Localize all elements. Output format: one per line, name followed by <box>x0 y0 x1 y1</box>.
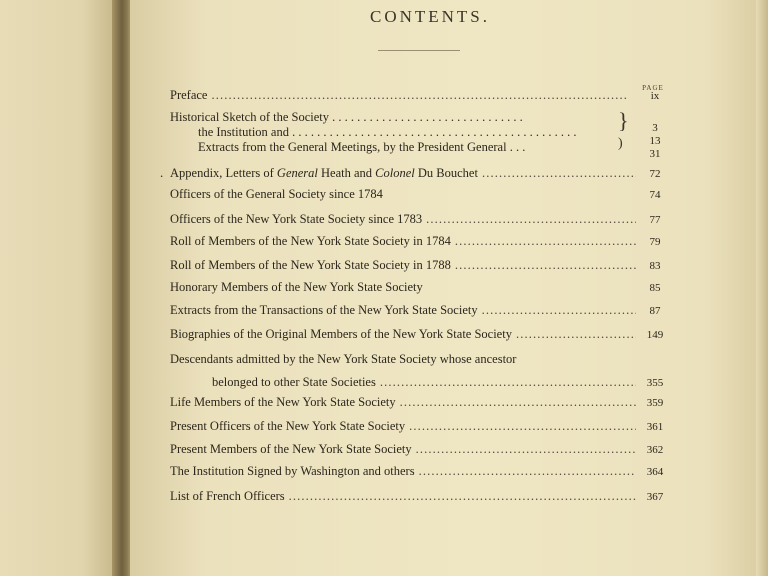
toc-entry-present-officers[interactable] <box>170 419 670 434</box>
entry-label: Appendix, Letters of General Heath and Colonel Du Bouchet <box>170 166 478 180</box>
entry-label: Historical Sketch of the Society <box>170 110 329 124</box>
toc-entry-historical-sketch[interactable] <box>170 110 523 124</box>
entry-label: Extracts from the Transactions of the New York State Society <box>170 303 478 317</box>
toc-entry-extracts-general-meetings[interactable] <box>198 140 525 154</box>
toc-entry-french-officers[interactable] <box>170 489 670 504</box>
entry-page: ix <box>650 90 660 102</box>
table-of-contents <box>160 0 670 576</box>
dot-leader <box>416 442 636 456</box>
dot-leader <box>419 464 636 478</box>
dot-leader: . . . . . . . . . . . . . . . . . . . . . . . . . . . . . . . . . . . . . . . . . . . . . . <box>288 125 577 139</box>
entry-page: 359 <box>646 397 664 409</box>
entry-page: 361 <box>646 421 664 433</box>
right-brace: ) <box>618 136 623 151</box>
entry-page: 149 <box>646 329 664 341</box>
toc-entry-institution-signed[interactable] <box>170 464 670 479</box>
toc-entry-preface[interactable] <box>170 88 670 103</box>
toc-entry-officers-nys[interactable] <box>170 212 670 227</box>
entry-label: Honorary Members of the New York State Society <box>170 280 423 294</box>
entry-label: List of French Officers <box>170 489 285 503</box>
entry-label: Descendants admitted by the New York State Society whose ancestor <box>170 352 517 366</box>
entry-page: 355 <box>646 377 664 389</box>
ink-mark: . <box>160 165 164 180</box>
entry-label: Roll of Members of the New York State Society in 1784 <box>170 234 451 248</box>
entry-label: Biographies of the Original Members of the New York State Society <box>170 327 512 341</box>
toc-entry-appendix[interactable] <box>160 165 670 181</box>
right-brace: } <box>618 108 629 133</box>
entry-page: 362 <box>646 444 664 456</box>
toc-entry-descendants[interactable] <box>170 352 516 366</box>
entry-label: The Institution Signed by Washington and others <box>170 464 415 478</box>
toc-entry-honorary[interactable] <box>170 280 670 295</box>
toc-entry-biographies[interactable] <box>170 327 670 342</box>
toc-entry-transactions[interactable] <box>170 303 670 318</box>
entry-page: 31 <box>649 148 661 160</box>
dot-leader <box>482 303 636 317</box>
entry-page: 85 <box>649 282 661 294</box>
entry-label: Extracts from the General Meetings, by the President General <box>198 140 507 154</box>
entry-label: Preface <box>170 88 208 102</box>
dot-leader <box>455 258 636 272</box>
entry-page: 74 <box>649 189 661 201</box>
entry-page: 87 <box>649 305 661 317</box>
entry-label: the Institution and <box>198 125 289 139</box>
toc-entry-descendants-cont[interactable] <box>212 375 670 390</box>
entry-label: Present Officers of the New York State Society <box>170 419 406 433</box>
toc-entry-roll-1784[interactable] <box>170 234 670 249</box>
dot-leader <box>482 166 636 180</box>
dot-leader: . . . . . . . . . . . . . . . . . . . . . . . . . . . . . . . <box>329 110 523 124</box>
dot-leader <box>211 88 636 102</box>
dot-leader <box>409 419 636 433</box>
dot-leader <box>400 395 636 409</box>
entry-label: Officers of the New York State Society since 1783 <box>170 212 423 226</box>
toc-entry-institution[interactable] <box>198 125 576 139</box>
entry-page: 367 <box>646 491 664 503</box>
entry-page: 83 <box>649 260 661 272</box>
left-page <box>0 0 118 576</box>
entry-label: Present Members of the New York State Society <box>170 442 412 456</box>
entry-label: Life Members of the New York State Society <box>170 395 396 409</box>
entry-page: 364 <box>646 466 664 478</box>
page-edge <box>756 0 768 576</box>
dot-leader <box>516 327 636 341</box>
dot-leader <box>380 375 636 389</box>
dot-leader: . . . <box>506 140 526 154</box>
entry-label: Officers of the General Society since 1784 <box>170 187 383 201</box>
entry-page: 3 <box>652 122 658 134</box>
entry-page: 72 <box>649 168 661 180</box>
entry-page: 13 <box>649 135 661 147</box>
dot-leader <box>289 489 636 503</box>
entry-label: Roll of Members of the New York State Society in 1788 <box>170 258 451 272</box>
page-title: CONTENTS. <box>369 7 491 26</box>
page-column-label: PAGE <box>642 84 664 92</box>
toc-entry-roll-1788[interactable] <box>170 258 670 273</box>
dot-leader <box>426 212 636 226</box>
dot-leader <box>455 234 636 248</box>
toc-entry-officers-general[interactable] <box>170 187 670 202</box>
entry-page: 79 <box>649 236 661 248</box>
entry-page: 77 <box>649 214 661 226</box>
entry-label: belonged to other State Societies <box>212 375 376 389</box>
toc-entry-present-members[interactable] <box>170 442 670 457</box>
toc-entry-life-members[interactable] <box>170 395 670 410</box>
